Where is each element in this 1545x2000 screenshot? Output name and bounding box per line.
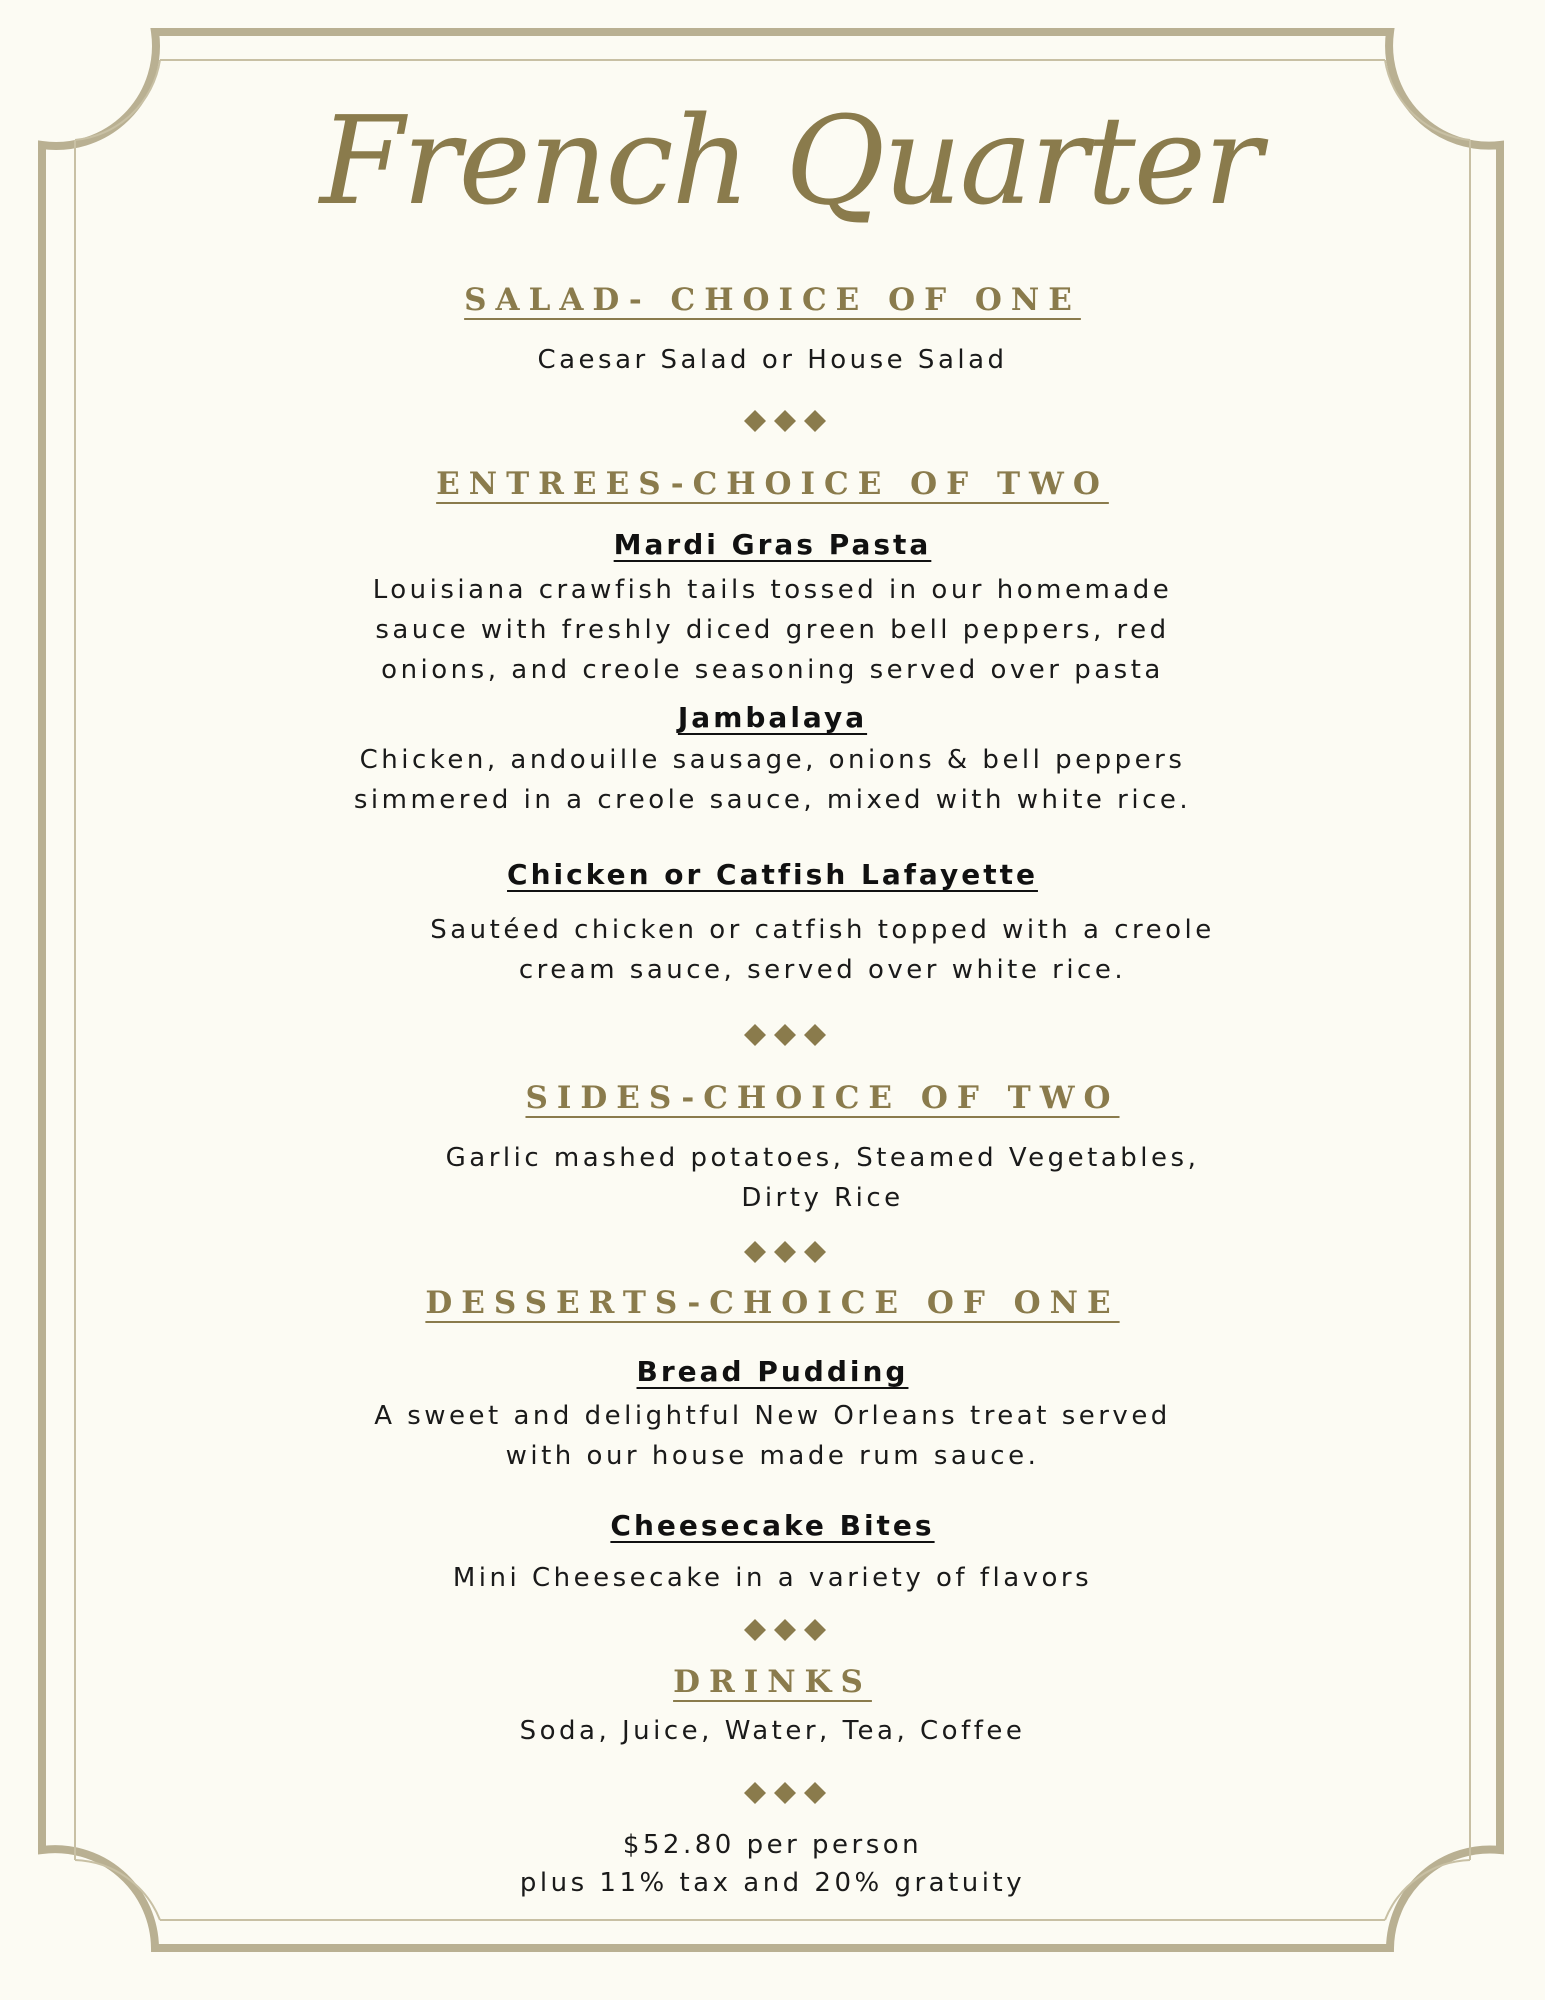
sides-heading: SIDES-CHOICE OF TWO bbox=[525, 1080, 1120, 1116]
salad-heading: SALAD- CHOICE OF ONE bbox=[464, 282, 1081, 318]
price-tax-gratuity: plus 11% tax and 20% gratuity bbox=[519, 1868, 1026, 1898]
divider-diamonds-icon bbox=[0, 1779, 1545, 1807]
entree-name-mardi-gras-pasta: Mardi Gras Pasta bbox=[613, 528, 932, 561]
divider-diamonds-icon bbox=[0, 1021, 1545, 1049]
entree-name-jambalaya: Jambalaya bbox=[677, 701, 868, 734]
entree-desc-line: cream sauce, served over white rice. bbox=[518, 955, 1127, 985]
entree-desc-line: Sautéed chicken or catfish topped with a creole bbox=[430, 915, 1215, 945]
dessert-name-cheesecake-bites: Cheesecake Bites bbox=[610, 1509, 935, 1542]
entree-desc-line: Louisiana crawfish tails tossed in our homemade bbox=[372, 575, 1173, 605]
sides-line: Dirty Rice bbox=[741, 1183, 904, 1213]
entrees-heading: ENTREES-CHOICE OF TWO bbox=[436, 466, 1109, 502]
divider-diamonds-icon bbox=[0, 1238, 1545, 1266]
restaurant-title: French Quarter bbox=[319, 90, 1261, 232]
entree-desc-line: simmered in a creole sauce, mixed with white rice. bbox=[353, 785, 1192, 815]
entree-name-lafayette: Chicken or Catfish Lafayette bbox=[507, 858, 1038, 891]
price-per-person: $52.80 per person bbox=[622, 1830, 923, 1860]
dessert-desc-line: with our house made rum sauce. bbox=[505, 1441, 1040, 1471]
salad-text: Caesar Salad or House Salad bbox=[537, 345, 1008, 375]
divider-diamonds-icon bbox=[0, 1616, 1545, 1644]
dessert-name-bread-pudding: Bread Pudding bbox=[636, 1355, 909, 1388]
dessert-desc-line: Mini Cheesecake in a variety of flavors bbox=[452, 1563, 1093, 1593]
sides-line: Garlic mashed potatoes, Steamed Vegetables, bbox=[445, 1143, 1200, 1173]
entree-desc-line: sauce with freshly diced green bell peppers, red bbox=[375, 615, 1170, 645]
drinks-text: Soda, Juice, Water, Tea, Coffee bbox=[519, 1716, 1026, 1746]
divider-diamonds-icon bbox=[0, 407, 1545, 435]
desserts-heading: DESSERTS-CHOICE OF ONE bbox=[425, 1285, 1120, 1321]
drinks-heading: DRINKS bbox=[673, 1664, 872, 1700]
dessert-desc-line: A sweet and delightful New Orleans treat served bbox=[374, 1401, 1171, 1431]
entree-desc-line: onions, and creole seasoning served over pasta bbox=[381, 655, 1164, 685]
entree-desc-line: Chicken, andouille sausage, onions & bell peppers bbox=[359, 745, 1186, 775]
